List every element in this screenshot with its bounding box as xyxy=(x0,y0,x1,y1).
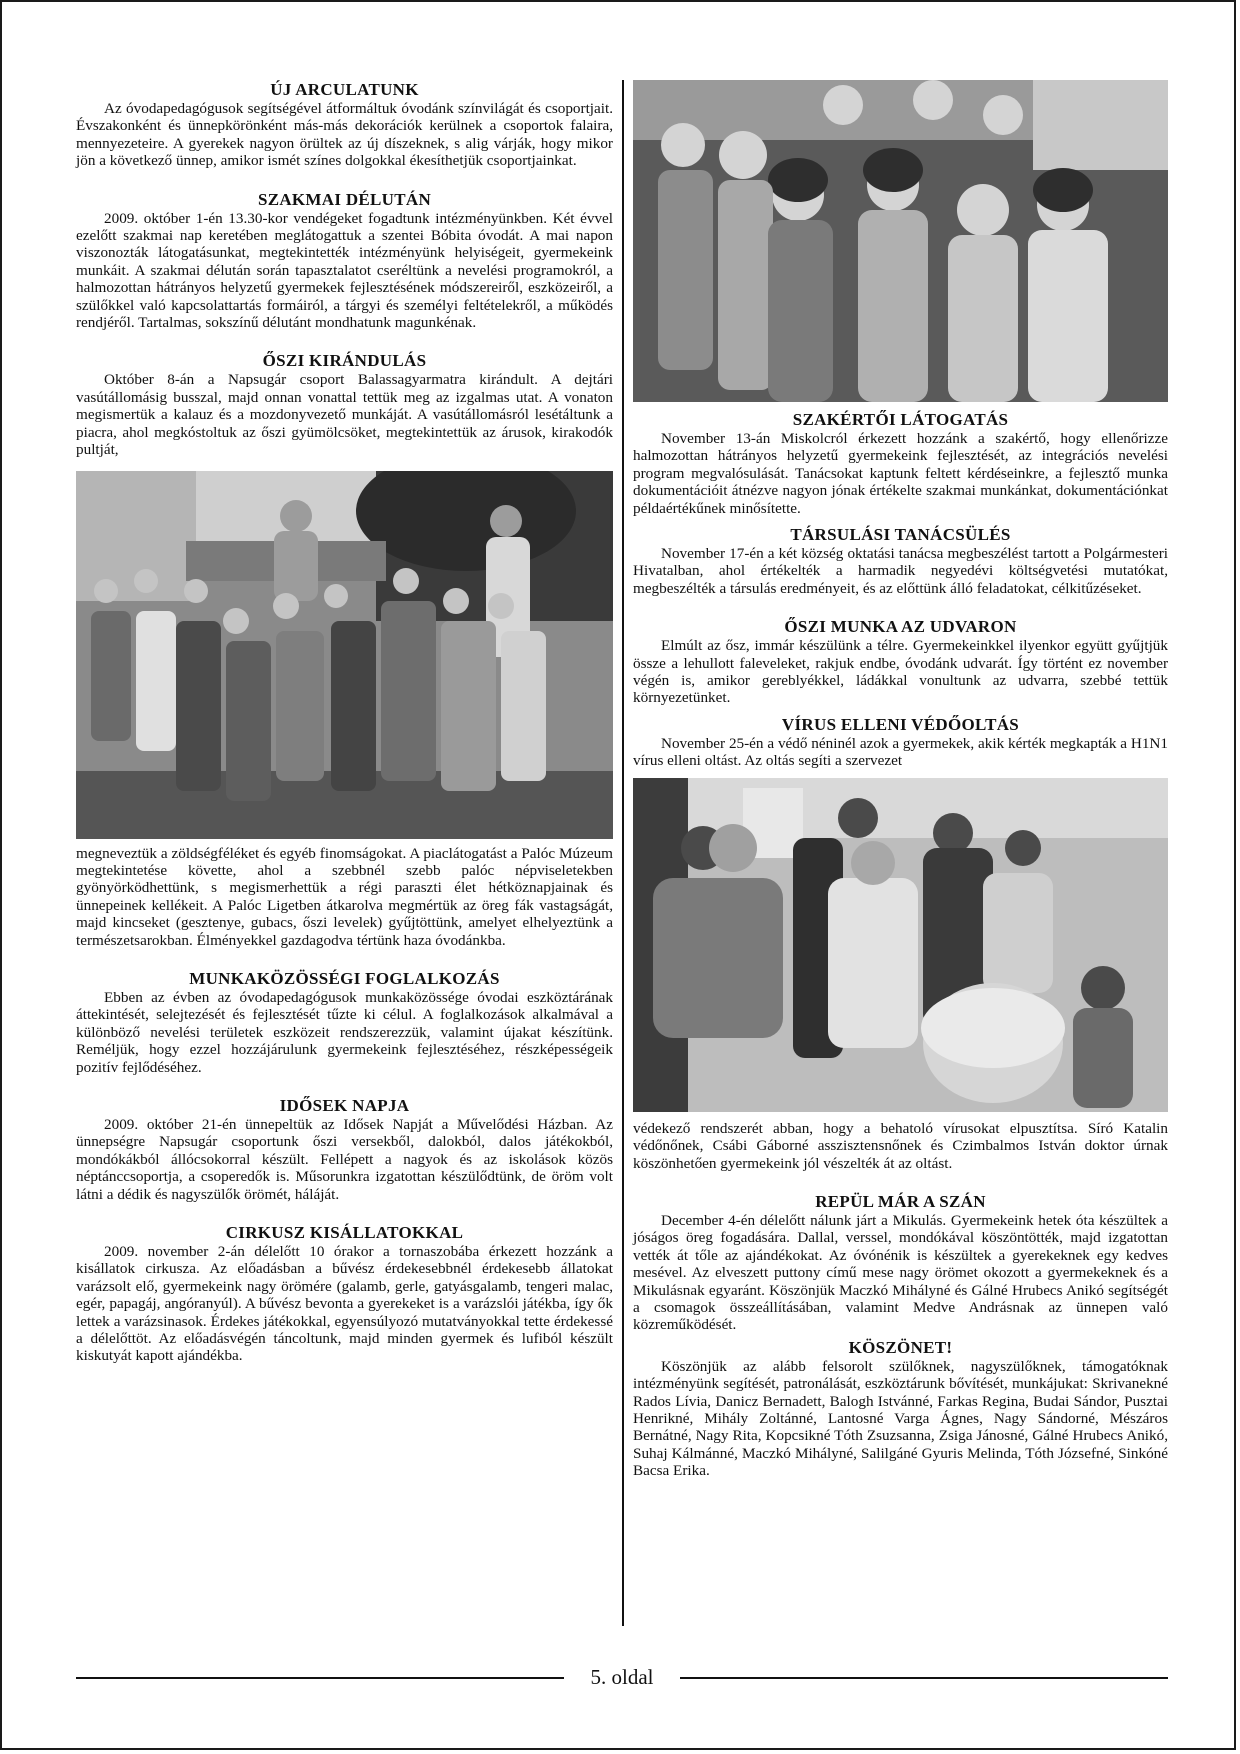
left-column xyxy=(76,80,613,1365)
column-divider xyxy=(622,80,624,1626)
section-body: 2009. október 1-én 13.30-kor vendégeket fogadtunk intézményünkben. Két évvel ezelőtt szakmai nap keretében meglátogattuk a szentei Bóbita óvodát. A mai napon viszonozták látogatásunkat, megtekintették intézményünk helyiségeit, gyermekeink munkáit. A szakmai délután során tapasztalatot cseréltünk a nevelési programokról, a halmozottan hátrányos helyzetű gyermekek fejlesztésének módszereiről, eszközeiről, a szülőkkel való kapcsolattartás formáiról, a tárgyi és személyi feltételekről, a működés rendjéről. Tartalmas, sokszínű délutánt mondhatunk magunkénak. xyxy=(76,209,613,332)
page-number: 5. oldal xyxy=(590,1665,654,1689)
section-body: 2009. november 2-án délelőtt 10 órakor a tornaszobába érkezett hozzánk a kisállatok cirkusza. Az előadásban a bűvész érdekesebbnél érdekesebb állatokat varázsolt elő, gyermekeink nagy örömére (galamb, gerle, gatyásgalamb, tengeri malac, egér, papagáj, angóranyúl). A bűvész bevonta a gyerekeket is a varázslói játékba, így ők lettek a varázsinasok. Érdekes játékokkal, egyensúlyozó mutatványokkal tette érdekessé a délelőttöt. Az előadásvégén táncoltunk, majd minden gyermek és lufiból készült kiskutyát kapott ajándékba. xyxy=(76,1243,613,1365)
section-body: November 25-én a védő néninél azok a gyermekek, akik kérték megkapták a H1N1 vírus elleni oltást. Az oltás segíti a szervezet xyxy=(633,734,1168,770)
footer-rule-left xyxy=(76,1677,564,1679)
page-footer xyxy=(76,1658,1168,1698)
footer-rule-right xyxy=(680,1677,1168,1679)
section-title: CIRKUSZ KISÁLLATOKKAL xyxy=(225,1223,464,1242)
section-szakertoi xyxy=(633,410,1168,517)
section-title: ŐSZI KIRÁNDULÁS xyxy=(262,351,427,371)
section-virus xyxy=(633,715,1168,770)
section-body: Október 8-án a Napsugár csoport Balassagyarmatra kirándult. A dejtári vasútállomásig busszal, majd onnan vonattal tettük meg az izgalmas utat. A vonaton megismertük a kalauz és a mozdonyvezető munkáját. A vasútállomásról lesétáltunk a piacra, ahol megkóstoltuk az őszi gyümölcsöket, megtekintettük az árusok, kirakodók pultját, xyxy=(76,371,613,459)
section-oszi-kirandulas xyxy=(76,351,613,458)
section-munkakozossegi xyxy=(76,969,613,1076)
section-tarsulasi xyxy=(633,525,1168,597)
photo-children-excursion-image xyxy=(76,471,613,839)
section-title: MUNKAKÖZÖSSÉGI FOGLALKOZÁS xyxy=(189,968,500,988)
photo-vaccination-image xyxy=(633,778,1168,1112)
section-idosek-napja xyxy=(76,1096,613,1203)
section-body: November 13-án Miskolcról érkezett hozzánk a szakértő, hogy ellenőrizze halmozottan hátrányos helyzetű gyermekeink fejlesztését, az integrációs nevelési program megvalósulását. Tanácsokat kaptunk feltett kérdéseinkre, a fejlesztő munka dokumentációit átnézve nagyon jónak értékelte szakmai munkánkat, dokumentációnkat példaértékűnek minősítette. xyxy=(633,430,1168,517)
section-title: KÖSZÖNET! xyxy=(848,1337,953,1357)
section-body-continued: védekező rendszerét abban, hogy a behatoló vírusokat elpusztítsa. Síró Katalin védőnőnek, Csábi Gáborné asszisztensnőnek és Czimbalmos István doktor úrnak köszönhetően gyermekeink jól vészelték át az oltást. xyxy=(633,1119,1168,1172)
section-cirkusz xyxy=(76,1223,613,1365)
section-repul xyxy=(633,1192,1168,1334)
photo-children-excursion xyxy=(76,471,613,839)
section-title: SZAKÉRTŐI LÁTOGATÁS xyxy=(792,410,1009,429)
photo-children-group xyxy=(633,80,1168,402)
section-body: December 4-én délelőtt nálunk járt a Mikulás. Gyermekeink hetek óta készültek a jóságos öreg fogadására. Dallal, verssel, mondókával köszöntötték, majd izgatottan vették át tőle az ajándékokat. Az óvónénik is készültek a gyerekeknek egy kedves mesével. Az elveszett puttony című mese nagy örömet okozott a gyermekeknek és a Mikulásnak egyaránt. Köszönjük Maczkó Mihályné és Gálné Hrubecs Anikó segítségét a csomagok összeállításában, valamint Medve Andrásnak az ünnepen való közreműködését. xyxy=(633,1211,1168,1334)
section-oszi-kirandulas-continued xyxy=(76,845,613,949)
section-title: TÁRSULÁSI TANÁCSÜLÉS xyxy=(790,525,1011,545)
section-koszonet xyxy=(633,1338,1168,1480)
section-title: VÍRUS ELLENI VÉDŐOLTÁS xyxy=(781,714,1020,734)
section-body: Elmúlt az ősz, immár készülünk a télre. Gyermekeinkkel ilyenkor együtt gyűjtjük össze a lehullott faleveleket, rakjuk endbe, óvodánk udvarát. Így történt ez november végén is, amikor gereblyékkel, ládákkal vonultunk az udvarra, szebbé tettük környezetünket. xyxy=(633,637,1168,707)
section-body-continued: megneveztük a zöldségféléket és egyéb finomságokat. A piaclátogatást a Palóc Múzeum megtekintetése követte, ahol a szebbnél szebb palóc népviseletekben gyönyörködhettünk, s megismerhettük a régi paraszti élet hétköznapjainak és ünnepeinek kellékeit. A Palóc Ligetben átkarolva megmértük az öreg fák vastagságát, majd kincseket (gesztenye, gubacs, őszi levelek) gyűjtöttünk, amelyet elhelyeztünk a természetsarokban. Élményekkel gazdagodva tértünk haza óvodánkba. xyxy=(76,844,613,949)
section-title: IDŐSEK NAPJA xyxy=(279,1095,410,1115)
photo-vaccination xyxy=(633,778,1168,1112)
section-oszi-munka xyxy=(633,617,1168,707)
section-title: ÚJ ARCULATUNK xyxy=(270,80,419,99)
section-virus-continued xyxy=(633,1120,1168,1172)
section-title: REPÜL MÁR A SZÁN xyxy=(815,1191,986,1211)
section-title: SZAKMAI DÉLUTÁN xyxy=(257,189,432,209)
section-title: ŐSZI MUNKA AZ UDVARON xyxy=(784,617,1017,637)
section-body: November 17-én a két község oktatási tanácsa megbeszélést tartott a Polgármesteri Hivatalban, ahol értékelték a harmadik negyedévi költségvetési mutatókat, megbeszélték a társulás eredményeit, és az előttünk álló feladatokat, célkitűzéseket. xyxy=(633,545,1168,597)
section-uj-arculatunk xyxy=(76,80,613,170)
section-body: Köszönjük az alább felsorolt szülőknek, nagyszülőknek, támogatóknak intézményünk segítését, patronálását, eszköztárunk bővítését, munkájukat: Skrivanekné Rados Lívia, Danicz Bernadett, Balogh Istvánné, Farkas Regina, Budai Sándor, Pusztai Henrikné, Mihály Zoltánné, Lantosné Varga Ágnes, Nagy Sándorné, Mészáros Bernátné, Nagy Rita, Kopcsikné Tóth Zsuzsanna, Zsiga Jánosné, Gálné Hrubecs Anikó, Suhaj Kálmánné, Maczkó Mihályné, Salilgáné Gyuris Melinda, Tóth Józsefné, Sinkóné Bacsa Erika. xyxy=(633,1357,1168,1480)
photo-children-group-image xyxy=(633,80,1168,402)
section-body: Az óvodapedagógusok segítségével átformáltuk óvodánk színvilágát és csoportjait. Évszakonként és ünnepkörönként más-más dekorációk kerülnek a csoportok falaira, mennyezeteire. A gyerekek nagyon örültek az új díszeknek, s alig várják, hogy mikor jön a következő ünnep, amikor ismét színes dolgokkal ékesíthetjük csoportjainkat. xyxy=(76,100,613,170)
section-szakmai-delutan xyxy=(76,190,613,332)
section-body: Ebben az évben az óvodapedagógusok munkaközössége óvodai eszköztárának áttekintését, selejtezését és fejlesztését tűzte ki célul. A foglalkozások alkalmával a különböző nevelési területek eszközeit rendszerezzük, valamint újakat készítünk. Reméljük, hogy ezzel hozzájárulunk gyermekeink fejlesztéséhez, részképességeik pozitív fejlődéséhez. xyxy=(76,988,613,1076)
section-body: 2009. október 21-én ünnepeltük az Idősek Napját a Művelődési Házban. Az ünnepségre Napsugár csoportunk őszi versekből, dalokból, dalos játékokból, mondókákból állócsokorral készült. Fellépett a nagyok és az iskolások közös néptánccsoportja, a csoperedők is. Műsorunkra izgatottan készülődtünk, de öröm volt látni a dédik és nagyszülők örömét, háláját. xyxy=(76,1115,613,1203)
right-column xyxy=(633,80,1168,1480)
